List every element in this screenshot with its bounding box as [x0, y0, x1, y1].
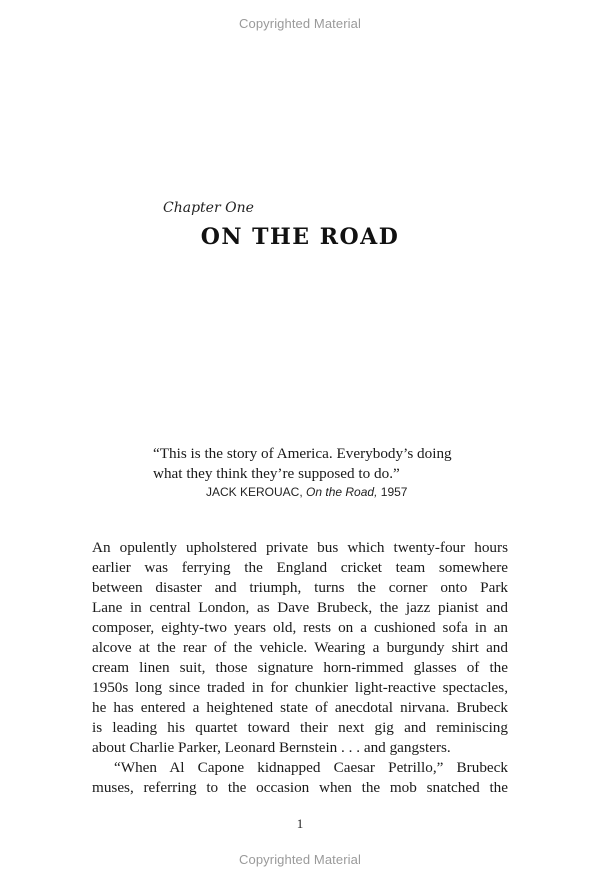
- body-line: earlier was ferrying the England cricket team somewhere: [92, 559, 508, 576]
- body-line: Lane in central London, as Dave Brubeck, the jazz pianist and: [92, 599, 508, 616]
- body-line: about Charlie Parker, Leonard Bernstein . . . and gangsters.: [92, 739, 451, 756]
- body-text: [92, 538, 508, 798]
- page-number: 1: [296, 816, 304, 831]
- body-line: he has entered a heightened state of anecdotal nirvana. Brubeck: [92, 699, 508, 716]
- epigraph-attribution: [206, 485, 407, 499]
- attribution-work: On the Road,: [306, 485, 378, 499]
- body-line: 1950s long since traded in for chunkier light-reactive spectacles,: [92, 679, 508, 696]
- body-line: muses, referring to the occasion when the mob snatched the: [92, 779, 508, 796]
- body-line: composer, eighty-two years old, rests on a cushioned sofa in an: [92, 619, 508, 636]
- chapter-label: Chapter One: [163, 200, 254, 216]
- epigraph-line: what they think they’re supposed to do.”: [153, 465, 400, 482]
- body-line: is leading his quartet toward their next gig and reminiscing: [92, 719, 508, 736]
- chapter-title: ON THE ROAD: [200, 224, 400, 250]
- body-line: “When Al Capone kidnapped Caesar Petrillo,” Brubeck: [114, 759, 508, 776]
- epigraph-line: “This is the story of America. Everybody’s doing: [153, 445, 452, 462]
- body-line: between disaster and triumph, turns the corner onto Park: [92, 579, 508, 596]
- copyright-watermark-top: Copyrighted Material: [239, 16, 361, 31]
- body-line: alcove at the rear of the vehicle. Wearing a burgundy shirt and: [92, 639, 508, 656]
- copyright-watermark-bottom: Copyrighted Material: [239, 852, 361, 867]
- attribution-year: 1957: [380, 485, 408, 499]
- epigraph-quote: [153, 444, 473, 484]
- body-line: An opulently upholstered private bus which twenty-four hours: [92, 539, 508, 556]
- attribution-author: JACK KEROUAC,: [206, 485, 303, 499]
- body-line: cream linen suit, those signature horn-rimmed glasses of the: [92, 659, 508, 676]
